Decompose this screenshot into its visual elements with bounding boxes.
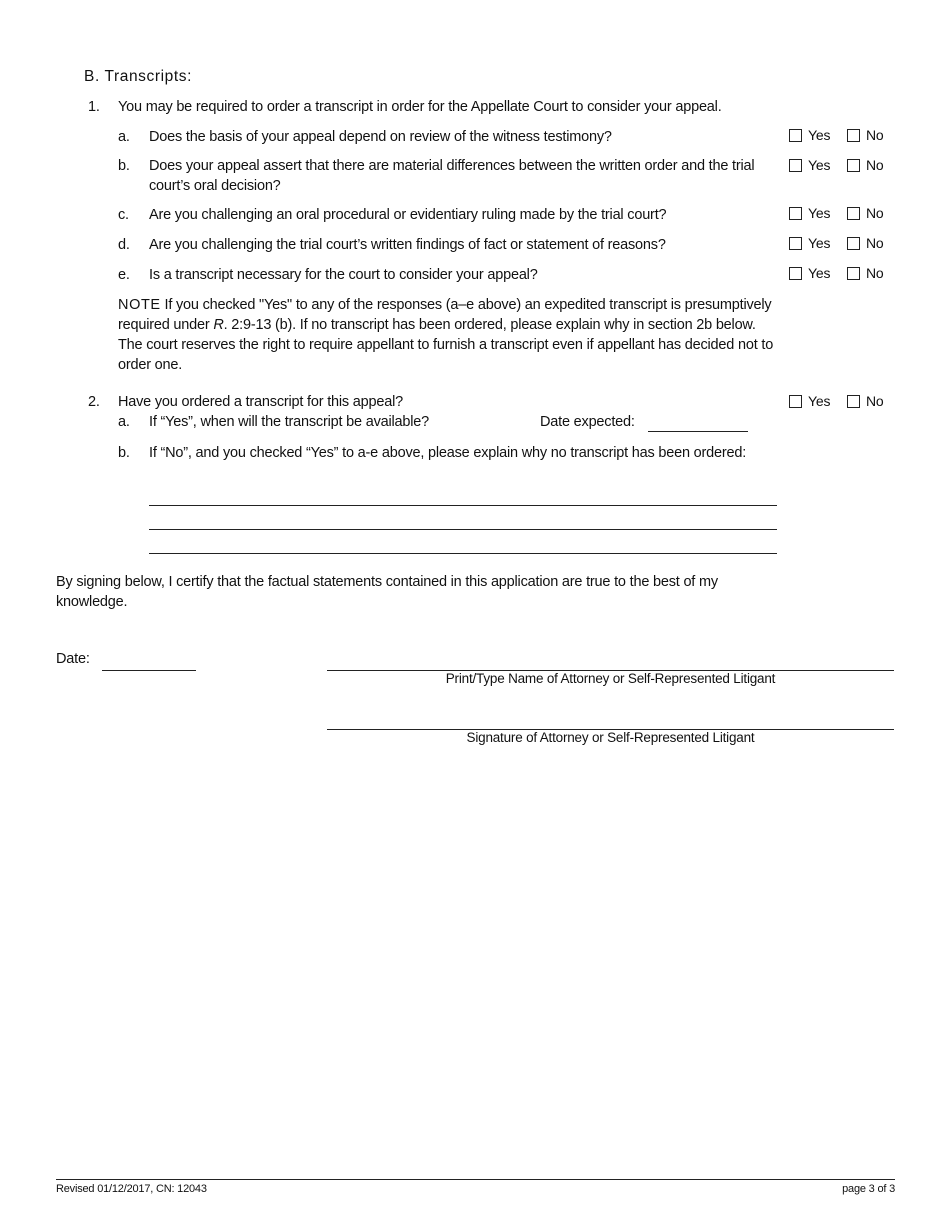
question-2-yes-checkbox[interactable] <box>789 395 802 408</box>
item-2b-text: If “No”, and you checked “Yes” to a-e above, please explain why no transcript has been ordered: <box>149 445 747 461</box>
item-1d-text: Are you challenging the trial court’s written findings of fact or statement of reasons? <box>149 237 666 253</box>
question-2-number: 2. <box>88 394 100 410</box>
note-label: NOTE <box>118 297 161 313</box>
date-expected-field[interactable] <box>648 431 748 432</box>
item-1e-yes-checkbox[interactable] <box>789 267 802 280</box>
item-1c-no-label: No <box>866 205 884 221</box>
section-heading: B. Transcripts: <box>84 68 193 85</box>
date-field[interactable] <box>102 670 196 671</box>
item-1c-letter: c. <box>118 207 129 223</box>
print-name-caption: Print/Type Name of Attorney or Self-Represented Litigant <box>445 671 776 686</box>
item-1e-no-label: No <box>866 265 884 281</box>
item-1d-no-label: No <box>866 235 884 251</box>
item-1c-no-checkbox[interactable] <box>847 207 860 220</box>
item-1a-yes-checkbox[interactable] <box>789 129 802 142</box>
item-1b-text: Does your appeal assert that there are material differences between the written order and the trial court’s oral decision? <box>149 158 755 194</box>
question-2-text: Have you ordered a transcript for this appeal? <box>118 394 403 410</box>
item-1d-yes-checkbox[interactable] <box>789 237 802 250</box>
item-1b-no-label: No <box>866 157 884 173</box>
explanation-line-2[interactable] <box>149 529 777 530</box>
item-1c-yes-label: Yes <box>808 205 831 221</box>
question-2-no-label: No <box>866 393 884 409</box>
item-1b-yes-checkbox[interactable] <box>789 159 802 172</box>
item-1c-text: Are you challenging an oral procedural or evidentiary ruling made by the trial court? <box>149 207 667 223</box>
item-1d-no-checkbox[interactable] <box>847 237 860 250</box>
question-1-text: You may be required to order a transcript in order for the Appellate Court to consider your appeal. <box>118 99 722 115</box>
date-expected-label: Date expected: <box>540 414 635 430</box>
explanation-line-1[interactable] <box>149 505 777 506</box>
item-2a-text: If “Yes”, when will the transcript be available? <box>149 414 430 430</box>
certification-statement: By signing below, I certify that the factual statements contained in this application are true to the best of my knowledge. <box>56 574 718 610</box>
item-1b-no-checkbox[interactable] <box>847 159 860 172</box>
note-text-part-1: If you checked "Yes" to any of the responses (a–e above) an expedited transcript is presumptively required under <box>118 297 772 333</box>
item-2a-letter: a. <box>118 414 130 430</box>
question-2-no-checkbox[interactable] <box>847 395 860 408</box>
note-rule-letter: R <box>213 317 224 333</box>
footer-revised: Revised 01/12/2017, CN: 12043 <box>56 1183 207 1195</box>
item-1e-no-checkbox[interactable] <box>847 267 860 280</box>
item-1e-yes-label: Yes <box>808 265 831 281</box>
item-1d-letter: d. <box>118 237 130 253</box>
item-1a-yes-label: Yes <box>808 127 831 143</box>
item-1a-no-label: No <box>866 127 884 143</box>
footer-page-number: page 3 of 3 <box>842 1183 895 1195</box>
item-1d-yes-label: Yes <box>808 235 831 251</box>
explanation-line-3[interactable] <box>149 553 777 554</box>
item-1c-yes-checkbox[interactable] <box>789 207 802 220</box>
question-2-yes-label: Yes <box>808 393 831 409</box>
date-label: Date: <box>56 651 90 667</box>
item-1b-yes-label: Yes <box>808 157 831 173</box>
note-paragraph <box>118 295 780 375</box>
note-text-part-2: . 2:9-13 (b). If no transcript has been ordered, please explain why in section 2b below. The court reserves the right to require appellant to furnish a transcript even if appellant has decided not to order one. <box>118 317 774 373</box>
item-1b-letter: b. <box>118 158 130 174</box>
item-1a-text: Does the basis of your appeal depend on review of the witness testimony? <box>149 129 612 145</box>
item-2b-letter: b. <box>118 445 130 461</box>
item-1e-letter: e. <box>118 267 130 283</box>
item-1a-letter: a. <box>118 129 130 145</box>
item-1e-text: Is a transcript necessary for the court to consider your appeal? <box>149 267 538 283</box>
question-1-number: 1. <box>88 99 100 115</box>
signature-caption: Signature of Attorney or Self-Represented Litigant <box>466 730 755 745</box>
item-1a-no-checkbox[interactable] <box>847 129 860 142</box>
